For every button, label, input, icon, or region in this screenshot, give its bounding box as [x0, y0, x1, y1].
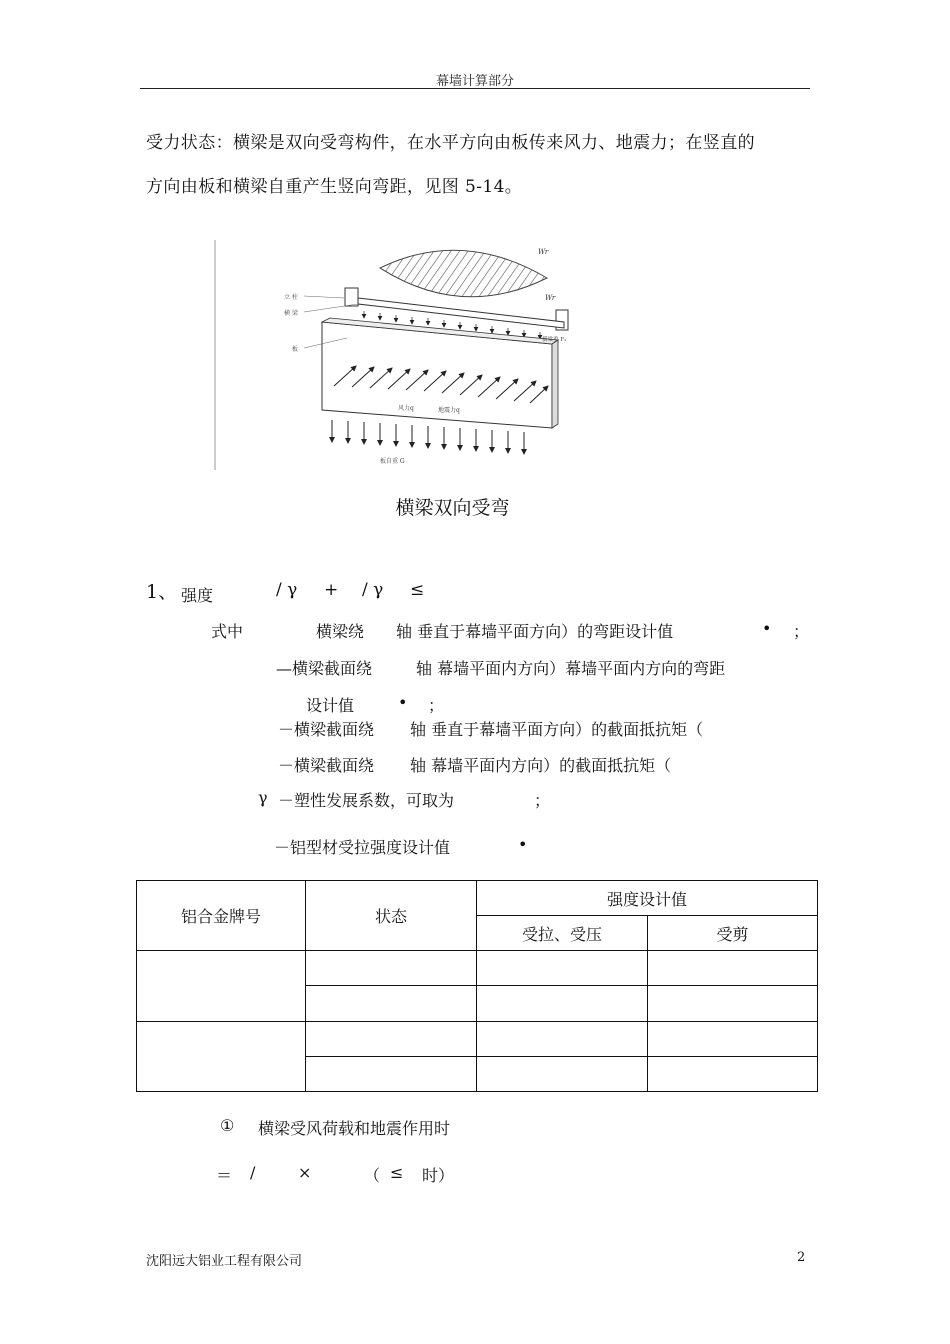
footer-company: 沈阳远大铝业工程有限公司 — [146, 1254, 303, 1269]
def-line-1c: • — [762, 619, 772, 638]
table-cell — [306, 1056, 477, 1091]
label-column: 立 柱 — [284, 294, 298, 301]
def-line-2a: —横梁截面绕 — [276, 659, 373, 678]
beam-bending-figure — [212, 238, 572, 474]
figure-caption: 横梁双向受弯 — [395, 497, 510, 519]
header-state: 状态 — [306, 881, 477, 951]
footer-page-number: 2 — [797, 1250, 806, 1265]
def-line-6a: γ — [258, 788, 268, 807]
plate-side-edge — [552, 340, 558, 428]
wind-load-diagram — [380, 250, 547, 297]
section-number: 1、 — [146, 581, 178, 603]
case-marker: ① — [220, 1116, 235, 1135]
table-cell — [306, 1021, 477, 1056]
label-wind-force: 风力q — [398, 405, 414, 412]
header-strength: 强度设计值 — [477, 881, 818, 916]
intro-line-2: 方向由板和横梁自重产生竖向弯距，见图 5-14。 — [146, 177, 523, 197]
def-line-5a: －横梁截面绕 — [278, 756, 375, 775]
strength-table — [136, 880, 818, 1092]
def-line-6b: －塑性发展系数，可取为 — [278, 791, 455, 810]
formula-part-1: / γ — [276, 580, 298, 600]
table-cell — [648, 986, 818, 1021]
label-w-bottom: Wr — [545, 294, 556, 302]
label-plate: 板 — [292, 346, 299, 353]
formula-leq: ≤ — [410, 580, 425, 600]
header-grade: 铝合金牌号 — [137, 881, 306, 951]
table-cell — [477, 1021, 648, 1056]
table-cell — [648, 1056, 818, 1091]
label-beam: 横 梁 — [284, 310, 298, 317]
gravity-arrows — [332, 420, 524, 454]
case-eq-when: 时） — [422, 1166, 455, 1185]
def-line-1b: 轴 垂直于幕墙平面方向）的弯距设计值 — [396, 622, 674, 641]
header-tension: 受拉、受压 — [477, 916, 648, 951]
table-cell — [648, 1021, 818, 1056]
header-shear: 受剪 — [648, 916, 818, 951]
def-line-7b: • — [518, 835, 528, 854]
def-line-4b: 轴 垂直于幕墙平面方向）的截面抵抗矩（ — [410, 720, 704, 739]
table-cell — [477, 1056, 648, 1091]
intro-line-1: 受力状态：横梁是双向受弯构件，在水平方向由板传来风力、地震力；在竖直的 — [146, 133, 755, 153]
where-label: 式中 — [211, 622, 244, 641]
section-title: 强度 — [181, 586, 214, 605]
left-column-block — [345, 288, 358, 306]
page-header-title: 幕墙计算部分 — [435, 74, 514, 89]
table-cell — [137, 1021, 306, 1091]
label-w-top: Wr — [538, 248, 549, 256]
case-title: 横梁受风荷载和地震作用时 — [258, 1119, 451, 1138]
def-line-4a: －横梁截面绕 — [278, 720, 375, 739]
def-line-1d: ； — [793, 622, 810, 641]
label-gravity: 板自重 G — [380, 458, 405, 465]
case-eq-open-paren: （ — [364, 1166, 381, 1185]
def-line-6c: ； — [534, 791, 551, 810]
def-line-5b: 轴 幕墙平面内方向）的截面抵抗矩（ — [410, 756, 672, 775]
case-eq-slash: / — [250, 1163, 256, 1182]
def-line-2b: 轴 幕墙平面内方向）幕墙平面内方向的弯距 — [416, 659, 726, 678]
case-eq-leq: ≤ — [390, 1163, 404, 1182]
header-rule — [140, 88, 810, 89]
table-cell — [477, 986, 648, 1021]
label-seismic-force: 地震力q — [438, 407, 460, 414]
def-line-1a: 横梁绕 — [316, 622, 365, 641]
table-cell — [306, 986, 477, 1021]
table-cell — [306, 951, 477, 986]
def-line-3b: • — [398, 693, 408, 712]
formula-part-2: / γ — [362, 580, 384, 600]
table-cell — [477, 951, 648, 986]
def-line-7a: －铝型材受拉强度设计值 — [274, 838, 451, 857]
formula-plus: + — [324, 580, 339, 600]
case-eq-times: × — [298, 1163, 312, 1182]
def-line-3a: 设计值 — [306, 696, 355, 715]
label-self-weight: 横梁重 F₂ — [542, 337, 567, 343]
table-row — [137, 951, 818, 986]
case-eq-equals: ＝ — [216, 1166, 233, 1185]
table-cell — [648, 951, 818, 986]
table-cell — [137, 951, 306, 1021]
def-line-3c: ； — [428, 696, 445, 715]
table-row — [137, 1021, 818, 1056]
